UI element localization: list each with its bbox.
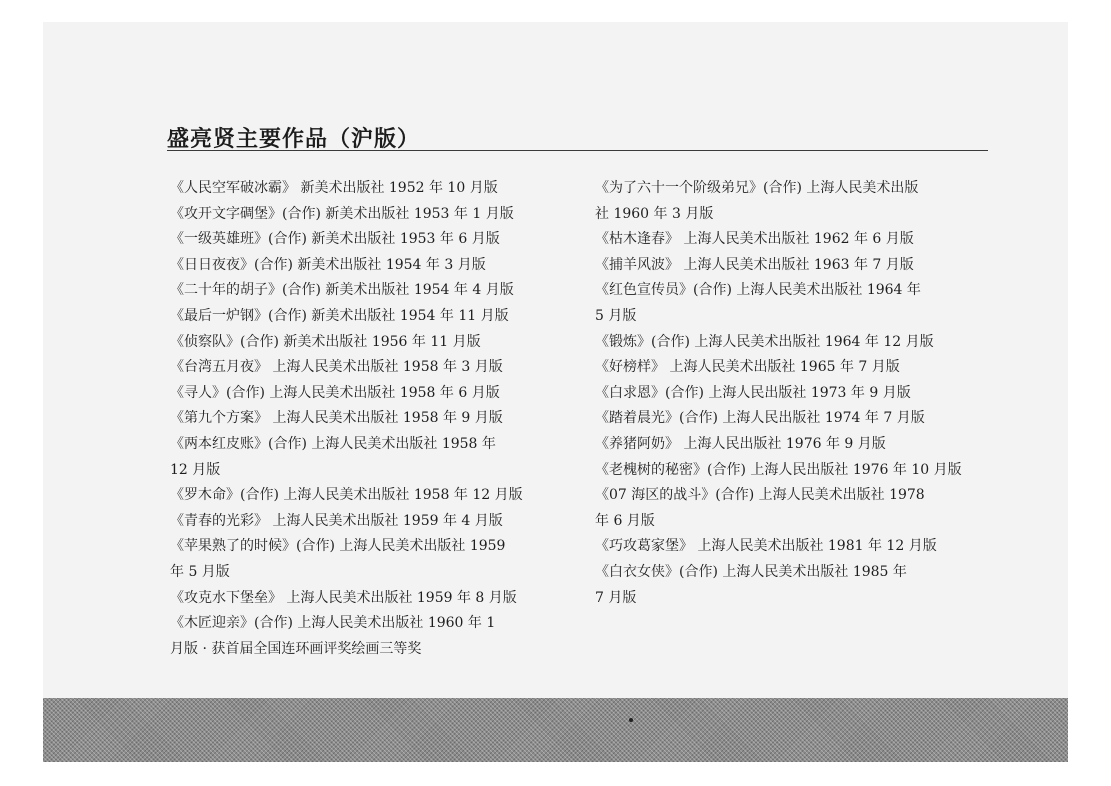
work-entry: 《木匠迎亲》(合作) 上海人民美术出版社 1960 年 1 <box>170 615 496 632</box>
work-entry: 《老槐树的秘密》(合作) 上海人民出版社 1976 年 10 月版 <box>595 461 962 478</box>
works-list-left <box>170 176 562 662</box>
work-entry: 《寻人》(合作) 上海人民美术出版社 1958 年 6 月版 <box>170 384 500 401</box>
work-entry: 《一级英雄班》(合作) 新美术出版社 1953 年 6 月版 <box>170 231 500 248</box>
work-entry-continued: 社 1960 年 3 月版 <box>595 205 714 222</box>
work-entry: 《白衣女侠》(合作) 上海人民美术出版社 1985 年 <box>595 563 907 580</box>
work-entry: 《红色宣传员》(合作) 上海人民美术出版社 1964 年 <box>595 282 921 299</box>
work-entry-continued: 5 月版 <box>595 307 637 324</box>
work-entry: 《苹果熟了的时候》(合作) 上海人民美术出版社 1959 <box>170 538 506 555</box>
work-entry: 《青春的光彩》 上海人民美术出版社 1959 年 4 月版 <box>170 512 503 529</box>
work-entry: 《枯木逢春》 上海人民美术出版社 1962 年 6 月版 <box>595 231 914 248</box>
work-entry-continued: 7 月版 <box>595 589 637 606</box>
dot-mark <box>629 718 633 722</box>
work-entry: 《好榜样》 上海人民美术出版社 1965 年 7 月版 <box>595 359 900 376</box>
work-entry: 《最后一炉钢》(合作) 新美术出版社 1954 年 11 月版 <box>170 307 509 324</box>
work-entry: 《踏着晨光》(合作) 上海人民出版社 1974 年 7 月版 <box>595 410 925 427</box>
work-entry: 《攻开文字碉堡》(合作) 新美术出版社 1953 年 1 月版 <box>170 205 514 222</box>
page-title: 盛亮贤主要作品（沪版） <box>167 126 421 152</box>
scanned-page <box>43 22 1068 762</box>
title-underline <box>167 150 988 151</box>
work-entry: 《台湾五月夜》 上海人民美术出版社 1958 年 3 月版 <box>170 359 503 376</box>
work-entry: 《侦察队》(合作) 新美术出版社 1956 年 11 月版 <box>170 333 481 350</box>
work-entry: 《日日夜夜》(合作) 新美术出版社 1954 年 3 月版 <box>170 256 486 273</box>
works-list-right <box>595 176 987 611</box>
work-entry-continued: 12 月版 <box>170 461 221 478</box>
work-entry: 《捕羊风波》 上海人民美术出版社 1963 年 7 月版 <box>595 256 914 273</box>
work-entry-continued: 年 6 月版 <box>595 512 655 529</box>
work-entry: 《锻炼》(合作) 上海人民美术出版社 1964 年 12 月版 <box>595 333 934 350</box>
work-entry: 《白求恩》(合作) 上海人民出版社 1973 年 9 月版 <box>595 384 911 401</box>
work-entry: 《第九个方案》 上海人民美术出版社 1958 年 9 月版 <box>170 410 503 427</box>
work-entry: 《巧攻葛家堡》 上海人民美术出版社 1981 年 12 月版 <box>595 538 937 555</box>
work-entry: 《两本红皮账》(合作) 上海人民美术出版社 1958 年 <box>170 435 496 452</box>
halftone-footer-band <box>43 698 1068 762</box>
work-entry: 《养猪阿奶》 上海人民出版社 1976 年 9 月版 <box>595 435 886 452</box>
work-entry: 《二十年的胡子》(合作) 新美术出版社 1954 年 4 月版 <box>170 282 514 299</box>
work-entry: 《人民空军破冰霸》 新美术出版社 1952 年 10 月版 <box>170 180 498 196</box>
work-entry-continued: 年 5 月版 <box>170 563 230 580</box>
work-entry: 《为了六十一个阶级弟兄》(合作) 上海人民美术出版 <box>595 180 919 196</box>
work-entry: 《07 海区的战斗》(合作) 上海人民美术出版社 1978 <box>595 487 925 504</box>
work-entry-continued: 月版 · 获首届全国连环画评奖绘画三等奖 <box>170 640 422 657</box>
work-entry: 《攻克水下堡垒》 上海人民美术出版社 1959 年 8 月版 <box>170 589 517 606</box>
work-entry: 《罗木命》(合作) 上海人民美术出版社 1958 年 12 月版 <box>170 487 523 504</box>
